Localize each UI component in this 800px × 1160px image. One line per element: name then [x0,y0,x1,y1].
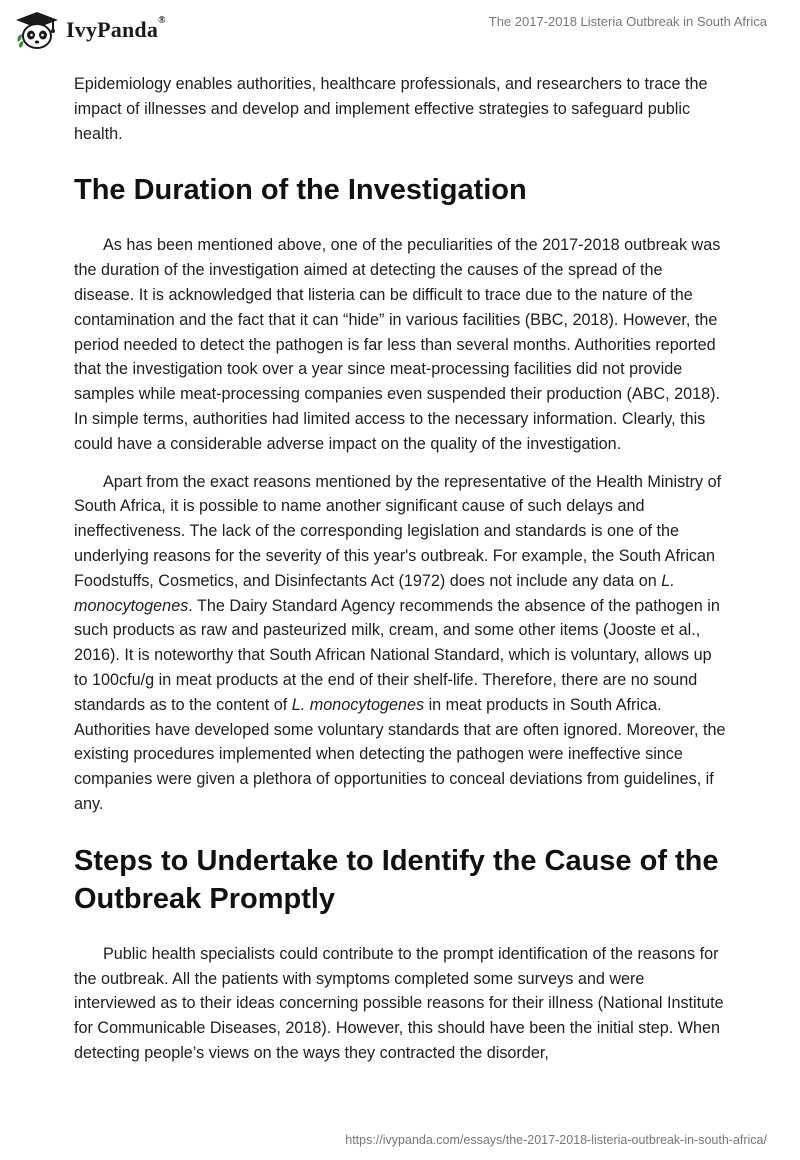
panda-graduate-icon [14,10,60,50]
intro-paragraph: Epidemiology enables authorities, healthcare professionals, and researchers to trace the impact of illnesses and develop and implement effective strategies to safeguard public health. [74,75,708,143]
paragraph: Public health specialists could contribute to the prompt identification of the reasons for the outbreak. All the patients with symptoms completed some surveys and were interviewed as to their ideas concerning possible reasons for their illness (National Institute for Communicable Diseases, 2018). However, this should have been the initial step. When detecting people’s views on the ways they contracted the disorder, [74,944,724,1062]
essay-content [74,72,726,1079]
paragraph: As has been mentioned above, one of the peculiarities of the 2017-2018 outbreak was the duration of the investigation aimed at detecting the causes of the spread of the disease. It is acknowledged that listeria can be difficult to trace due to the nature of the contamination and the fact that it can “hide” in various facilities (BBC, 2018). However, the period needed to detect the pathogen is far less than several months. Authorities reported that the investigation took over a year since meat-processing facilities did not provide samples while meat-processing companies even suspended their production (ABC, 2018). In simple terms, authorities had limited access to the necessary information. Clearly, this could have a considerable adverse impact on the quality of the investigation. [74,236,721,453]
section-heading-steps: Steps to Undertake to Identify the Cause of the Outbreak Promptly [74,844,719,915]
ivypanda-logo[interactable] [14,10,166,50]
species-name: L. monocytogenes [291,695,425,714]
brand-name: IvyPanda® [66,15,166,42]
document-title: The 2017-2018 Listeria Outbreak in South Africa [488,14,767,29]
paragraph: Apart from the exact reasons mentioned by the representative of the Health Ministry of South Africa, it is possible to name another significant cause of such delays and ineffectiveness. The lack of the corresponding legislation and standards is one of the underlying reasons for the severity of this year's outbreak. For example, the South African Foodstuffs, Cosmetics, and Disinfectants Act (1972) does not include any data on L. monocytogenes. The Dairy Standard Agency recommends the absence of the pathogen in such products as raw and pasteurized milk, cream, and some other items (Jooste et al., 2016). It is noteworthy that South African National Standard, which is voluntary, allows up to 100cfu/g in meat products at the end of their shelf-life. Therefore, there are no sound standards as to the content of L. monocytogenes in meat products in South Africa. Authorities have developed some voluntary standards that are often ignored. Moreover, the existing procedures implemented when detecting the pathogen were ineffective since companies were given a plethora of opportunities to conceal deviations from guidelines, if any. [74,472,726,813]
species-name: L. monocytogenes [74,571,675,615]
footer-url-link[interactable]: https://ivypanda.com/essays/the-2017-2018-listeria-outbreak-in-south-africa/ [345,1133,767,1147]
page-header [0,0,800,62]
section-heading-duration: The Duration of the Investigation [74,174,527,207]
